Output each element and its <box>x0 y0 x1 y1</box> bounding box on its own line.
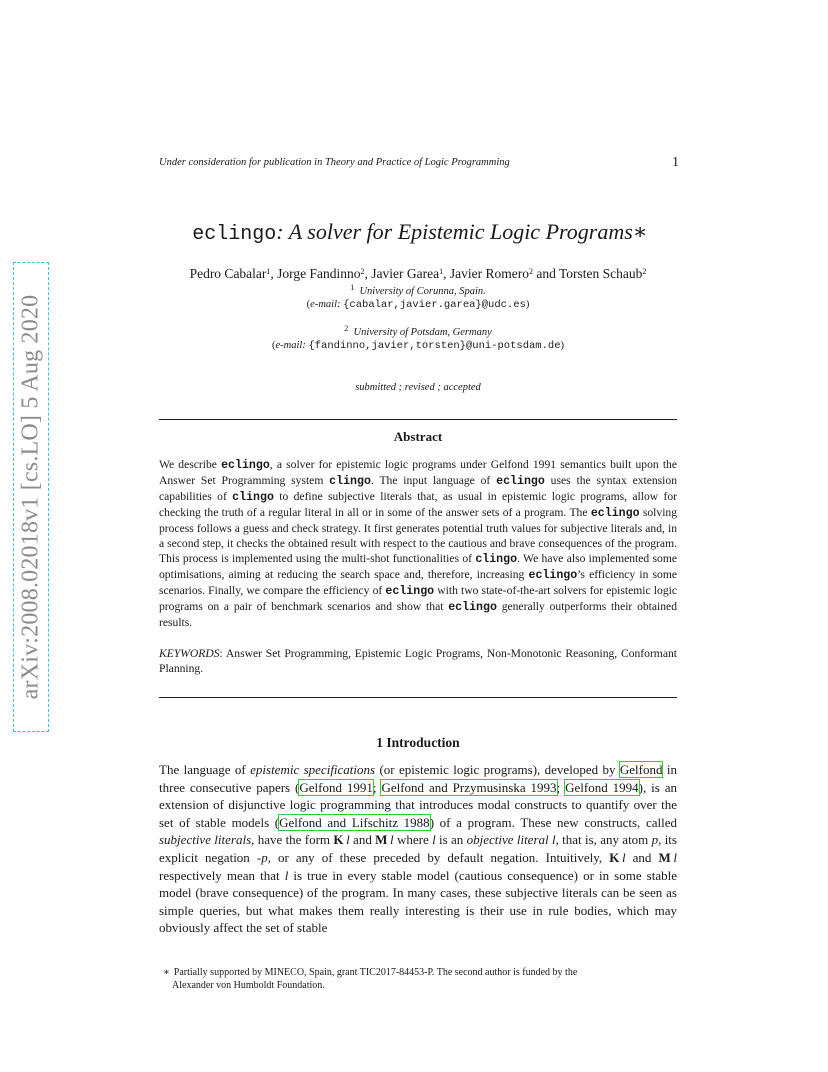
intro-text: where <box>393 832 433 848</box>
intro-text: , have the form <box>251 832 334 848</box>
arxiv-stamp-text: arXiv:2008.02018v1 [cs.LO] 5 Aug 2020 <box>17 294 44 700</box>
code-eclingo: eclingo <box>221 459 270 472</box>
affiliation-number: 2 <box>344 324 349 333</box>
intro-text: (or epistemic logic programs), developed by <box>375 762 620 777</box>
email-label: e-mail: <box>310 299 341 310</box>
abstract-body <box>159 457 677 630</box>
abstract-text: . We have also implemented some optimisations, aiming at reducing the search space and, therefore, increasing <box>159 552 677 581</box>
introduction-body <box>159 761 677 937</box>
arxiv-stamp <box>13 262 49 732</box>
author-name: Javier Romero <box>449 266 529 281</box>
code-eclingo: eclingo <box>496 475 545 488</box>
page-number: 1 <box>672 155 679 170</box>
abstract-bottom-rule <box>159 697 677 698</box>
math-p: p <box>651 832 659 848</box>
code-eclingo: eclingo <box>385 585 435 598</box>
intro-text: ), is an extension of disjunctive logic programming that introduces modal constructs to quantify over the set of stable models ( <box>159 779 677 830</box>
affiliation-1-email: (e-mail: {cabalar,javier.garea}@udc.es) <box>306 299 530 311</box>
intro-text: is true in every stable model (cautious consequence) or in some stable model (brave consequence) of the program. In many cases, these subjective literals can be seen as simple queries, but what makes them really interesting is their use in rule bodies, which may obviously affect the set of stable <box>159 867 677 936</box>
author-list: Pedro Cabalar$^1$, Jorge Fandinno$^2$, Javier Garea$^1$, Javier Romero$^2$ and Torsten Schaub$^2$ <box>189 266 647 281</box>
abstract-text: solving process follows a guess and check strategy. It first generates potential truth values for subjective literals and, in a second step, it checks the obtained result with respect to the cautious and brave consequences of the program. This process is implemented using the multi-shot functionalities of <box>159 506 678 565</box>
intro-text: ) of a program. These new constructs, called <box>429 814 677 830</box>
affiliation-2-email: (e-mail: {fandinno,javier,torsten}@uni-potsdam.de) <box>272 340 564 352</box>
intro-text: , its explicit negation <box>159 832 677 865</box>
citation-link[interactable]: Gelfond <box>619 762 663 777</box>
code-eclingo: eclingo <box>528 569 578 582</box>
code-clingo: clingo <box>475 553 518 566</box>
code-clingo: clingo <box>329 475 371 488</box>
math-l: l <box>346 832 350 848</box>
section-heading-introduction: 1 Introduction <box>376 735 460 750</box>
intro-text: , that is, any atom <box>555 832 652 848</box>
modal-k: K <box>609 849 620 865</box>
modal-k: K <box>333 832 344 848</box>
author-aff: 2 <box>529 267 533 276</box>
modal-m: M <box>658 849 671 865</box>
abstract-text: generally outperforms their obtained results. <box>159 600 677 629</box>
author-aff: 1 <box>439 267 444 276</box>
intro-text: ; <box>556 779 566 795</box>
math-neg-p: -p <box>256 849 268 865</box>
affiliation-1 <box>118 283 718 297</box>
running-head-text: Under consideration for publication in Theory and Practice of Logic Programming <box>159 157 510 168</box>
math-l: l <box>621 849 626 865</box>
math-l: l <box>284 867 289 883</box>
title-rest: : A solver for Epistemic Logic Programs <box>276 219 633 244</box>
email-address: {fandinno,javier,torsten}@uni-potsdam.de <box>308 340 561 352</box>
math-l: l <box>390 832 394 848</box>
code-clingo: clingo <box>232 491 274 504</box>
abstract-text: with two state-of-the-art solvers for epistemic logic programs on a pair of benchmark scenarios and show that <box>159 584 677 613</box>
footnote <box>163 966 677 992</box>
intro-text: , or any of these preceded by default negation. Intuitively, <box>267 849 610 865</box>
math-l: l <box>673 849 677 865</box>
author-aff: 2 <box>360 267 365 276</box>
intro-text: and <box>349 832 376 848</box>
abstract-text: ’s efficiency in some scenarios. Finally, we compare the efficiency of <box>159 568 677 597</box>
footnote-text: Partially supported by MINECO, Spain, grant TIC2017-84453-P. The second author is funded by the <box>173 967 578 978</box>
citation-link[interactable]: Gelfond 1991 <box>299 779 373 795</box>
keywords <box>159 646 677 676</box>
intro-text: and <box>625 849 659 865</box>
keywords-label: KEYWORDS <box>159 647 220 660</box>
citation-link[interactable]: Gelfond 1994 <box>565 779 639 795</box>
modal-m: M <box>375 832 388 848</box>
intro-emphasis: epistemic specifications <box>250 762 376 777</box>
intro-text: ; <box>372 779 382 795</box>
email-address: {cabalar,javier.garea}@udc.es <box>343 299 526 311</box>
author-aff: 1 <box>266 267 271 276</box>
affiliation-name: University of Corunna, Spain. <box>359 286 486 297</box>
intro-text: in three consecutive papers ( <box>159 762 677 795</box>
abstract-text: , a solver for epistemic logic programs under Gelfond 1991 semantics built upon the Answer Set Programming system <box>159 458 677 487</box>
footnote-text: Alexander von Humboldt Foundation. <box>172 980 325 991</box>
abstract-top-rule <box>159 419 677 420</box>
intro-emphasis: objective literal <box>466 832 549 848</box>
title-tool-name: eclingo <box>192 223 277 246</box>
citation-link[interactable]: Gelfond and Przymusinska 1993 <box>381 779 557 795</box>
intro-emphasis: subjective literals <box>159 832 252 848</box>
intro-text: The language of <box>159 762 251 777</box>
abstract-text: We describe <box>159 458 222 471</box>
code-eclingo: eclingo <box>590 507 640 520</box>
author-name: Torsten Schaub <box>559 266 643 281</box>
abstract-text: . The input language of <box>370 474 497 487</box>
author-aff: 2 <box>642 267 647 276</box>
affiliation-number: 1 <box>350 283 355 292</box>
citation-link[interactable]: Gelfond and Lifschitz 1988 <box>279 814 430 830</box>
author-name: Jorge Fandinno <box>277 266 361 281</box>
code-eclingo: eclingo <box>448 601 497 614</box>
title-footnote-mark: ∗ <box>632 219 648 244</box>
keywords-text: : Answer Set Programming, Epistemic Logic Programs, Non-Monotonic Reasoning, Conformant Planning. <box>159 647 677 675</box>
paper-title <box>120 219 720 246</box>
author-name: Javier Garea <box>371 266 440 281</box>
affiliation-name: University of Potsdam, Germany <box>353 327 492 338</box>
author-name: Pedro Cabalar <box>189 266 267 281</box>
footnote-mark: ∗ <box>163 967 170 978</box>
running-head <box>159 157 679 168</box>
abstract-text: to define subjective literals that, as usual in epistemic logic programs, allow for checking the truth of a regular literal in all or in some of the answer sets of a program. The <box>159 490 677 519</box>
intro-text: is an <box>435 832 467 848</box>
intro-text: respectively mean that <box>159 867 285 883</box>
abstract-text: uses the syntax extension capabilities of <box>159 474 678 503</box>
math-l: l <box>432 832 436 848</box>
abstract-heading: Abstract <box>393 429 443 444</box>
math-l: l <box>551 832 556 848</box>
submission-dates: submitted ; revised ; accepted <box>355 382 481 393</box>
email-label: e-mail: <box>275 340 306 351</box>
affiliation-2 <box>118 324 718 338</box>
